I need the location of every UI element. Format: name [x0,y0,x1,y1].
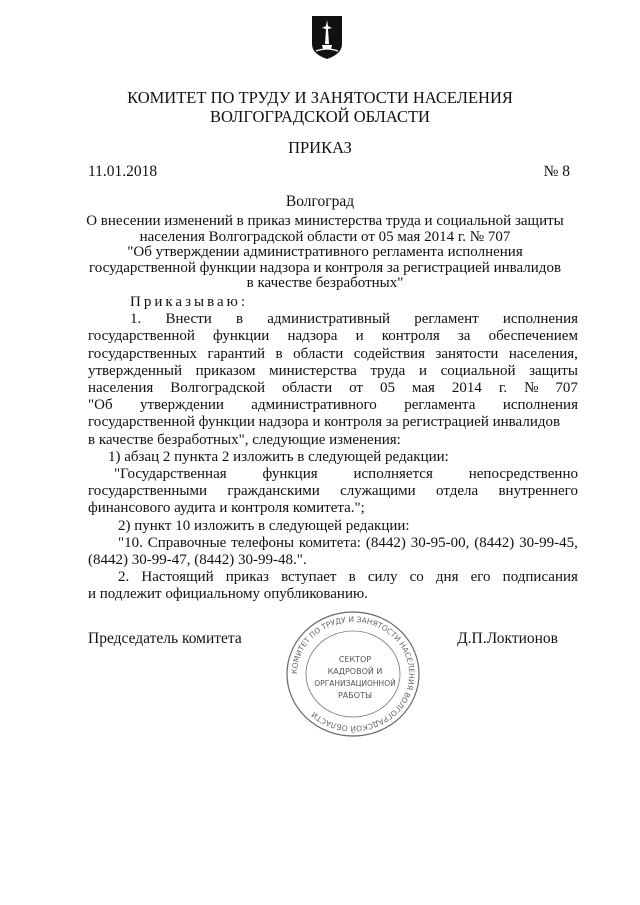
word: в [275,345,283,362]
stamp-text-line: ОРГАНИЗАЦИОННОЙ [314,679,396,688]
word: "10. [118,534,143,551]
word: вступает [281,569,337,586]
word: 2. [118,569,130,586]
word: его [470,569,491,586]
official-stamp [283,608,423,740]
paragraph-2-line: и подлежит официальному опубликованию. [88,586,368,603]
word: 30-95-00, [410,534,470,551]
word: в [348,569,356,586]
paragraph-1-line [88,363,578,380]
word: подписания [502,569,578,586]
stamp-text-line: КАДРОВОЙ И [327,667,383,676]
word: служащими [340,483,416,500]
word: телефоны [231,534,295,551]
word: министерства [269,362,357,379]
word: силу [367,569,398,586]
paragraph-1-line [88,397,578,414]
word: административного [251,397,377,414]
subitem-1-quote-line [88,483,578,500]
word: исполнения [502,311,578,328]
word: Волгоградской [170,380,265,397]
word: Внести [165,311,212,328]
organization-name-line2: ВОЛГОГРАДСКОЙ ОБЛАСТИ [210,107,430,126]
word: населения [88,380,154,397]
word: приказ [225,569,269,586]
word: 707 [555,380,578,397]
paragraph-2-line [88,569,578,586]
word: защиты [529,362,578,379]
word: непосредственно [468,466,578,483]
subitem-1: 1) абзац 2 пункта 2 изложить в следующей редакции: [108,448,449,465]
document-type: ПРИКАЗ [288,138,352,157]
word: населения, [508,345,578,362]
stamp-text-line: СЕКТОР [338,655,372,664]
word: № [524,380,539,397]
word: 05 [379,380,395,397]
document-number: № 8 [543,163,570,180]
paragraph-1-line [88,346,578,363]
paragraph-1-line: в качестве безработных", следующие изменения: [88,431,401,448]
word: в [235,311,244,328]
word: исполнения [502,397,578,414]
subject-line: в качестве безработных" [246,275,404,291]
signatory-name: Д.П.Локтионов [457,630,558,647]
subject-line: "Об утверждении административного регламента исполнения [127,244,523,260]
word: гарантий [207,345,266,362]
paragraph-1-line [88,380,578,397]
word: и [355,328,364,345]
document-date: 11.01.2018 [88,163,158,180]
paragraph-1-line [88,328,578,345]
word: "Об [88,397,113,414]
document-body [88,294,578,604]
word: от [349,380,363,397]
word: регламент [414,311,479,328]
word: государственных [88,345,197,362]
word: исполняется [353,466,433,483]
word: надзора [287,328,338,345]
subitem-2-quote-line [88,535,578,552]
paragraph-1-line: государственной функции надзора и контроля за регистрацией инвалидов [88,414,561,431]
stamp-text-line: РАБОТЫ [337,691,373,700]
subject-line: государственной функции надзора и контроля за регистрацией инвалидов [88,259,562,276]
word: утверждении [139,397,224,414]
word: Настоящий [141,569,214,586]
word: обеспечением [488,328,578,345]
volgograd-coat-of-arms-icon [310,14,344,60]
word: "Государственная [114,466,227,483]
word: со [409,569,424,586]
word: г. [498,380,508,397]
word: гражданскими [227,483,320,500]
word: государственными [88,483,207,500]
document-city: Волгоград [285,193,355,210]
stamp-ring-text: КОМИТЕТ ПО ТРУДУ И ЗАНЯТОСТИ НАСЕЛЕНИЯ ВОЛГОГРАДСКОЙ ОБЛАСТИ [289,614,417,734]
word: (8442) [474,534,515,551]
subject-line: населения Волгоградской области от 05 мая 2014 г. № 707 [139,228,511,245]
subitem-2-quote-line: (8442) 30-99-47, (8442) 30-99-48.". [88,552,307,569]
word: содействия [353,345,425,362]
word: занятости [435,345,499,362]
word: области [281,380,333,397]
word: (8442) [365,534,406,551]
word: контроля [381,328,440,345]
subitem-1-quote-line: финансового аудита и контроля комитета."; [88,500,365,517]
word: комитета: [298,534,361,551]
word: внутреннего [498,483,578,500]
word: за [457,328,471,345]
word: административный [267,311,391,328]
word: 2014 [451,380,482,397]
word: функция [262,466,318,483]
word: труда [370,362,406,379]
word: отдела [436,483,479,500]
subitem-2: 2) пункт 10 изложить в следующей редакции: [118,517,410,534]
order-word: Приказываю: [130,294,248,310]
word: утвержденный [88,362,183,379]
subitem-1-quote-line [88,466,578,483]
paragraph-1-line [88,311,578,328]
word: Справочные [147,534,227,551]
word: регламента [404,397,476,414]
word: социальной [440,362,516,379]
word: 1. [130,311,142,328]
subject-line: О внесении изменений в приказ министерства труда и социальной защиты [86,213,564,229]
word: 30-99-45, [519,534,578,551]
word: функции [213,328,270,345]
document-subject [80,214,570,292]
word: государственной [88,328,195,345]
word: области [293,345,344,362]
word: мая [411,380,435,397]
organization-name-line1: КОМИТЕТ ПО ТРУДУ И ЗАНЯТОСТИ НАСЕЛЕНИЯ [127,88,513,107]
signatory-position: Председатель комитета [88,630,242,647]
word: приказом [195,362,256,379]
word: дня [435,569,459,586]
word: и [418,362,427,379]
